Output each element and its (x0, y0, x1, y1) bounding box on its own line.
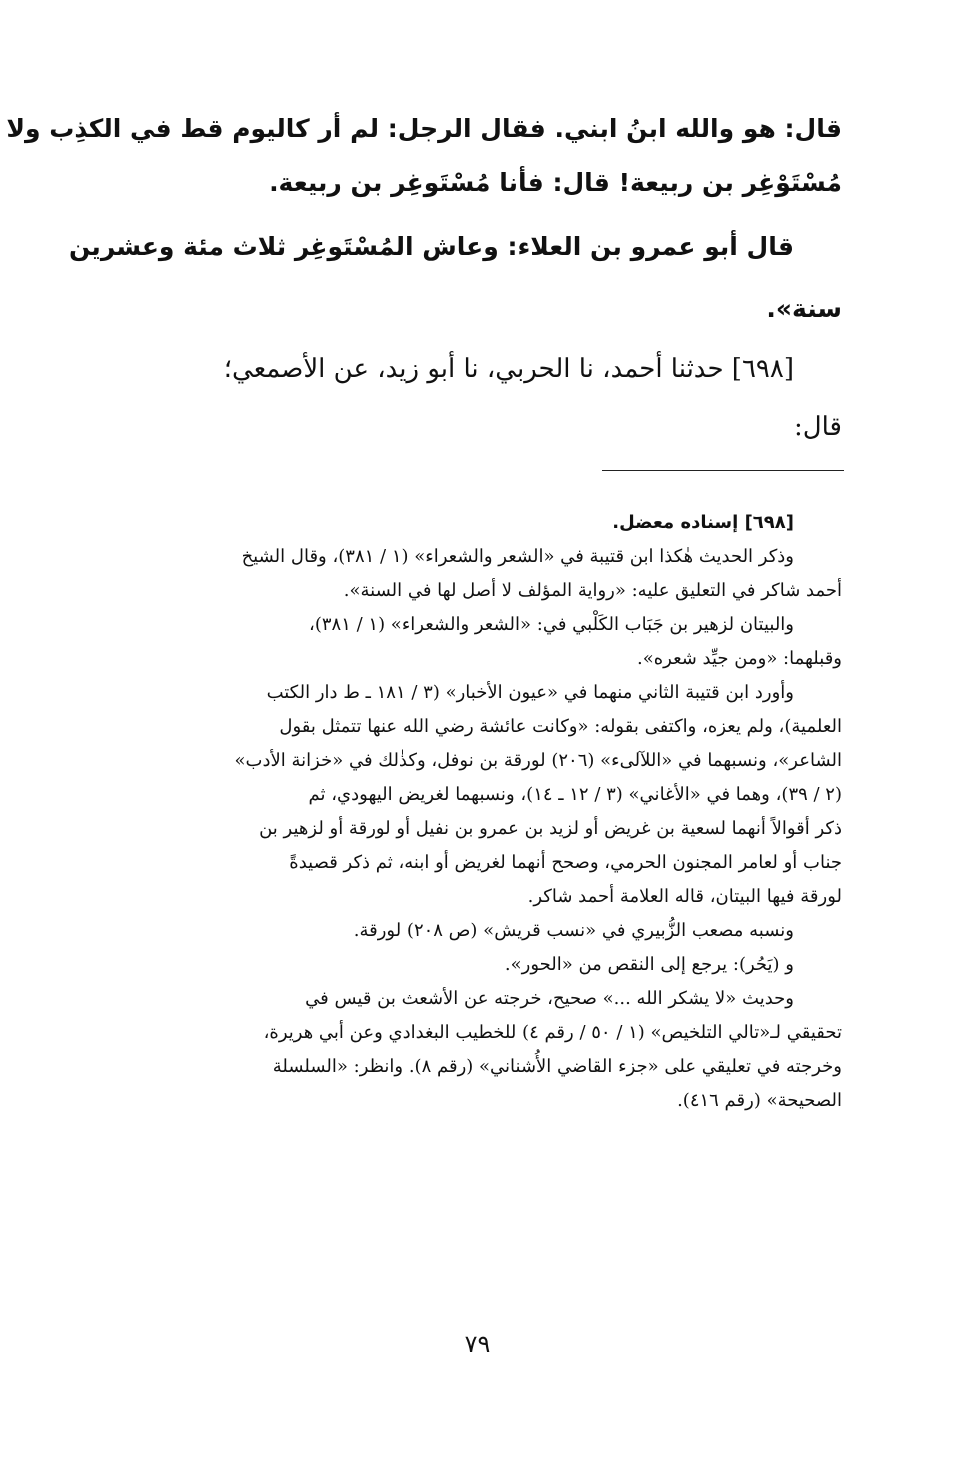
footnote-line: والبيتان لزهير بن جَبَاب الكَلْبي في: «الشعر والشعراء» (١ / ٣٨١)، (309, 614, 794, 635)
footnote-line: ونسبه مصعب الزُّبيري في «نسب قريش» (ص ٢٠٨) لورقة. (353, 920, 794, 941)
footnotes (130, 506, 842, 1118)
footnote-line: وذكر الحديث هٰكذا ابن قتيبة في «الشعر والشعراء» (١ / ٣٨١)، وقال الشيخ (241, 546, 794, 567)
footnote-line: ذكر أقوالاً أنهما لسعية بن غريض أو لزيد بن عمرو بن نفيل أو لورقة أو لزهير بن (259, 818, 842, 839)
main-line: قال: هو والله ابنُ ابني. فقال الرجل: لم أر كاليوم قط في الكذِب ولا (6, 114, 842, 143)
footnote-line: وأورد ابن قتيبة الثاني منهما في «عيون الأخبار» (٣ / ١٨١ ـ ط دار الكتب (266, 682, 794, 703)
footnote-line: (٢ / ٣٩)، وهما في «الأغاني» (٣ / ١٢ ـ ١٤)، ونسبهما لغريض اليهودي، ثم (308, 784, 842, 805)
footnote-line: و (يَحُر): يرجع إلى النقص من «الحور». (504, 954, 794, 975)
main-paragraph (68, 222, 842, 334)
footnote-line: [٦٩٨] إسناده معضل. (612, 512, 794, 533)
main-text (6, 104, 842, 208)
footnote-line: الشاعر»، ونسبهما في «اللآلىء» (٢٠٦) لورقة بن نوفل، وكذٰلك في «خزانة الأدب» (234, 750, 842, 771)
footnote-line: وقبلهما: «ومن جيِّد شعره». (636, 648, 842, 669)
main-line: سنة». (766, 294, 842, 323)
footnote-line: لورقة فيها البيتان، قاله العلامة أحمد شاكر. (527, 886, 842, 907)
footnote-line: جناب أو لعامر المجنون الحرمي، وصحح أنهما لغريض أو ابنه، ثم ذكر قصيدةً (289, 852, 842, 873)
main-line: قال أبو عمرو بن العلاء: وعاش المُسْتَوغِر ثلاث مئة وعشرين (68, 232, 794, 261)
main-line: [٦٩٨] حدثنا أحمد، نا الحربي، نا أبو زيد، عن الأصمعي؛ (223, 354, 794, 384)
main-line: قال: (793, 412, 842, 442)
footnote-line: تحقيقي لـ«تالي التلخيص» (١ / ٥٠ / رقم ٤) للخطيب البغدادي وعن أبي هريرة، (263, 1022, 842, 1043)
hadith-paragraph (130, 344, 842, 452)
page-number: ٧٩ (464, 1330, 491, 1358)
footnote-line: أحمد شاكر في التعليق عليه: «رواية المؤلف لا أصل لها في السنة». (343, 580, 842, 601)
footnote-line: الصحيحة» (رقم ٤١٦). (677, 1090, 842, 1111)
footnote-line: العلمية)، ولم يعزه، واكتفى بقوله: «وكانت عائشة رضي الله عنها تتمثل بقول (279, 716, 842, 737)
footnote-separator (602, 470, 844, 471)
footnote-line: وخرجته في تعليقي على «جزء القاضي الأُشناني» (رقم ٨). وانظر: «السلسلة (272, 1056, 842, 1077)
footnote-line: وحديث «لا يشكر الله ...» صحيح، خرجته عن الأشعث بن قيس في (305, 988, 794, 1009)
main-line: مُسْتَوْغِر بن ربيعة! قال: فأنا مُسْتَوغِر بن ربيعة. (269, 168, 842, 197)
